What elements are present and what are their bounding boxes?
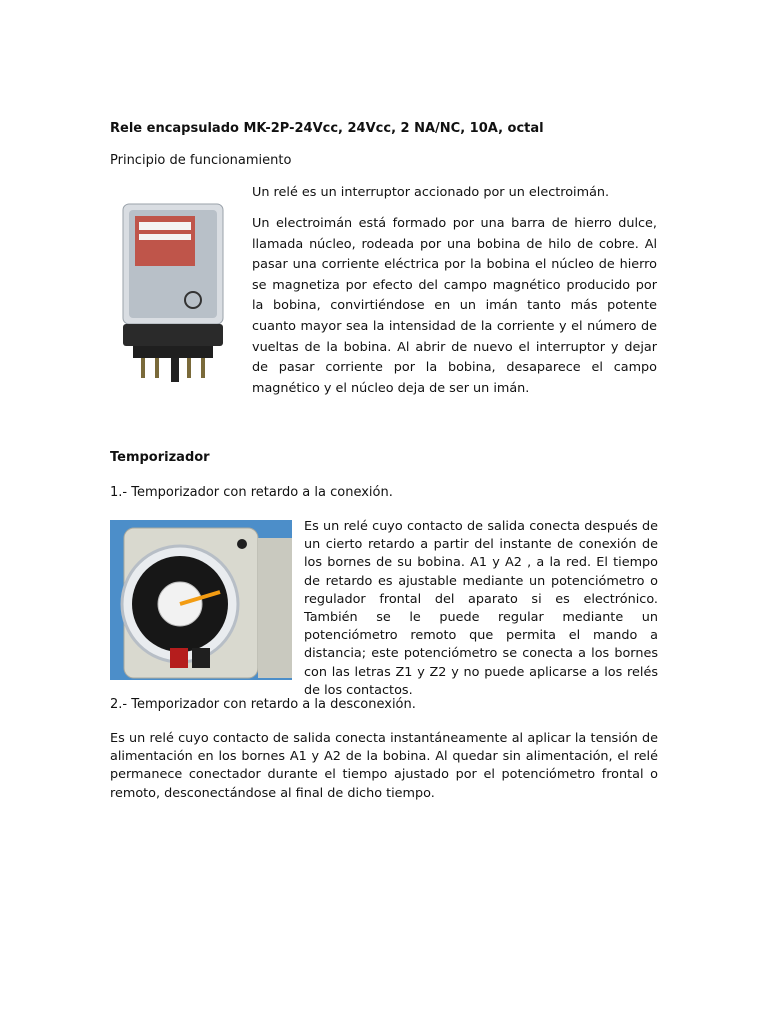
relay-intro: Un relé es un interruptor accionado por un electroimán. [252,185,610,200]
section-heading-principle: Principio de funcionamiento [110,153,292,168]
section-heading-timer: Temporizador [110,450,210,465]
document-title: Rele encapsulado MK-2P-24Vcc, 24Vcc, 2 NA/NC, 10A, octal [110,121,544,136]
off-delay-description: Es un relé cuyo contacto de salida conecta instantáneamente al aplicar la tensión de alimentación en los bornes A1 y A2 de la bobina. Al quedar sin alimentación, el relé permanece conectador durante el tiempo ajustado por el potenciómetro frontal o remoto, desconectándose al final de dicho tiempo. [110,731,658,801]
timer-photo [110,520,292,680]
on-delay-description: Es un relé cuyo contacto de salida conecta después de un cierto retardo a partir del instante de conexión de los bornes de su bobina. A1 y A2 , a la red. El tiempo de retardo es ajustable mediante un potenciómetro o regulador frontal del aparato si es electrónico. También se le puede regular mediante un potenciómetro remoto que permita el mando a distancia; este potenciómetro se conecta a los bornes con las letras Z1 y Z2 y no puede aplicarse a los relés de los contactos. [304,519,658,698]
subheading-off-delay: 2.- Temporizador con retardo a la desconexión. [110,697,416,712]
relay-description: Un electroimán está formado por una barra de hierro dulce, llamada núcleo, rodeada por una bobina de hilo de cobre. Al pasar una corriente eléctrica por la bobina el núcleo de hierro se magnetiza por efecto del campo magnético producido por la bobina, convirtiéndose en un imán tanto más potente cuanto mayor sea la intensidad de la corriente y el número de vueltas de la bobina. Al abrir de nuevo el interruptor y dejar de pasar corriente por la bobina, desaparece el campo magnético y el núcleo deja de ser un imán. [252,216,657,396]
subheading-on-delay: 1.- Temporizador con retardo a la conexión. [110,485,393,500]
relay-photo [115,200,231,385]
